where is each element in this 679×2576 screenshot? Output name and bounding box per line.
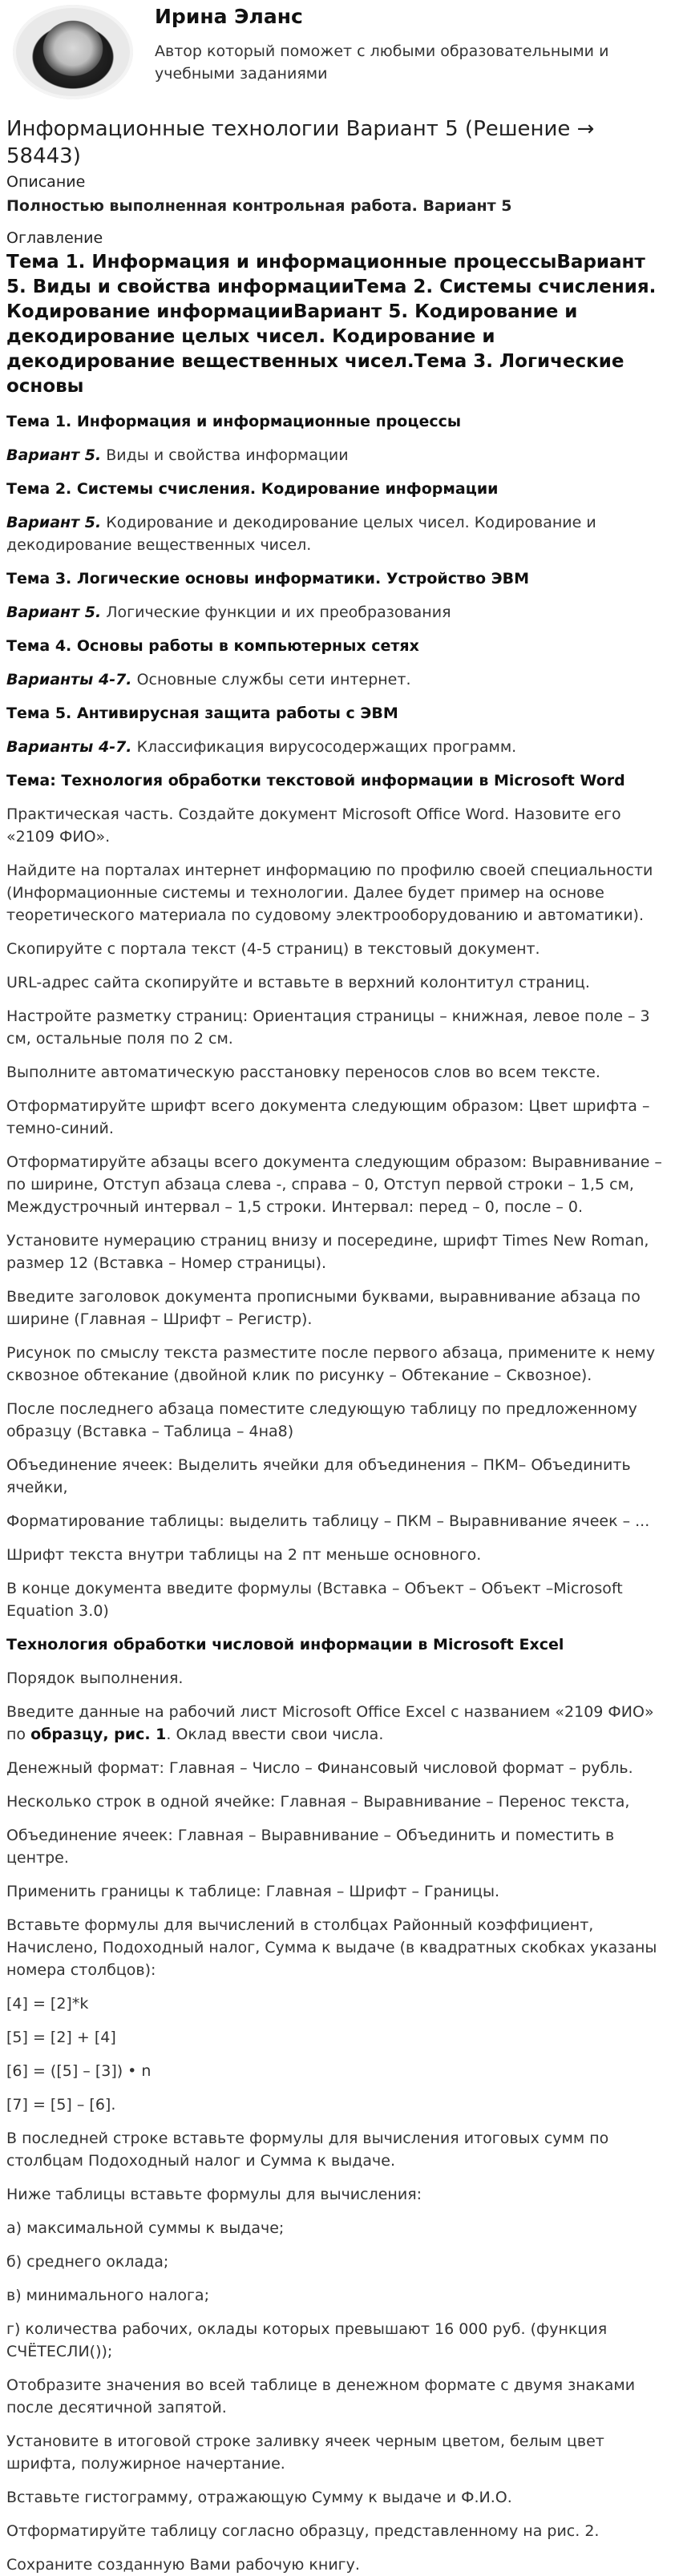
list-item: в) минимального налога; [6, 2287, 209, 2304]
word-paragraph: Найдите на порталах интернет информацию по профилю своей специальности (Информационные системы и технологии. Далее будет пример на основе теоретического материала по судовому электрооборудованию и автоматики). [6, 862, 653, 924]
topic-variant [6, 736, 663, 758]
excel-section-heading: Технология обработки числовой информации в Microsoft Excel [6, 1636, 564, 1653]
excel-paragraph: Ниже таблицы вставьте формулы для вычисления: [6, 2186, 422, 2203]
variant-label: Варианты 4-7. [6, 738, 132, 756]
variant-label: Вариант 5. [6, 604, 102, 621]
variant-text: Логические функции и их преобразования [101, 604, 451, 621]
topic-heading: Тема 2. Системы счисления. Кодирование информации [6, 480, 499, 498]
word-section [6, 769, 663, 1622]
topic-heading: Тема 4. Основы работы в компьютерных сетях [6, 637, 419, 655]
variant-label: Вариант 5. [6, 446, 102, 464]
word-paragraph: Отформатируйте шрифт всего документа следующим образом: Цвет шрифта – темно-синий. [6, 1097, 650, 1137]
description-text: Полностью выполненная контрольная работа. Вариант 5 [6, 197, 512, 215]
page-title: Информационные технологии Вариант 5 (Решение → 58443) [6, 117, 595, 168]
toc-text: Тема 1. Информация и информационные процессыВариант 5. Виды и свойства информацииТема 2. Системы счисления. Кодирование информацииВариант 5. Кодирование и декодирование целых чисел. Кодирование и декодирование вещественных чисел.Тема 3. Логические основы [6, 252, 657, 397]
word-paragraph: Практическая часть. Создайте документ Microsoft Office Word. Назовите его «2109 ФИО». [6, 806, 621, 846]
list-item: г) количества рабочих, оклады которых превышают 16 000 руб. (функция СЧЁТЕСЛИ()); [6, 2320, 608, 2360]
word-paragraph: Шрифт текста внутри таблицы на 2 пт меньше основного. [6, 1546, 482, 1564]
variant-label: Варианты 4-7. [6, 671, 132, 688]
topic-heading: Тема 1. Информация и информационные процессы [6, 413, 462, 430]
description-label: Описание [6, 173, 86, 191]
list-item: б) среднего оклада; [6, 2253, 169, 2271]
topic-heading: Тема 5. Антивирусная защита работы с ЭВМ [6, 705, 398, 722]
excel-paragraph: Несколько строк в одной ячейке: Главная – Выравнивание – Перенос текста, [6, 1793, 630, 1811]
excel-paragraph: Объединение ячеек: Главная – Выравнивание – Объединить и поместить в центре. [6, 1827, 615, 1867]
variant-text: Классификация вирусосодержащих программ. [131, 738, 517, 756]
formula-line: [6] = ([5] – [3]) • n [6, 2062, 152, 2080]
word-paragraph: Объединение ячеек: Выделить ячейки для объединения – ПКМ– Объединить ячейки, [6, 1456, 631, 1496]
formula-line: [5] = [2] + [4] [6, 2029, 116, 2046]
excel-paragraph: Вставьте гистограмму, отражающую Сумму к выдаче и Ф.И.О. [6, 2489, 512, 2506]
word-paragraph: Скопируйте с портала текст (4-5 страниц) в текстовый документ. [6, 940, 540, 958]
excel-paragraph: Вставьте формулы для вычислений в столбцах Районный коэффициент, Начислено, Подоходный налог, Сумма к выдаче (в квадратных скобках указаны номера столбцов): [6, 1916, 657, 1979]
topic-variant [6, 601, 663, 624]
word-paragraph: В конце документа введите формулы (Вставка – Объект – Объект –Microsoft Equation 3.0) [6, 1580, 623, 1620]
word-section-heading: Тема: Технология обработки текстовой информации в Microsoft Word [6, 772, 625, 789]
word-paragraph: Отформатируйте абзацы всего документа следующим образом: Выравнивание – по ширине, Отступ абзаца слева -, справа – 0, Отступ первой строки – 1,5 см, Междустрочный интервал – 1,5 строки. Интервал: перед – 0, после – 0. [6, 1153, 662, 1216]
excel-paragraph: Применить границы к таблице: Главная – Шрифт – Границы. [6, 1883, 500, 1900]
excel-paragraph: Денежный формат: Главная – Число – Финансовый числовой формат – рубль. [6, 1759, 633, 1777]
word-paragraph: Установите нумерацию страниц внизу и посередине, шрифт Times New Roman, размер 12 (Вставка – Номер страницы). [6, 1232, 649, 1272]
formula-line: [7] = [5] – [6]. [6, 2096, 116, 2114]
excel-intro-before: Введите данные на рабочий лист Microsoft Office Excel с названием «2109 ФИО» по [6, 1703, 654, 1743]
author-header [6, 0, 663, 112]
excel-intro [6, 1701, 663, 1746]
word-paragraph: Настройте разметку страниц: Ориентация страницы – книжная, левое поле – 3 см, остальные поля по 2 см. [6, 1007, 650, 1048]
excel-paragraph: В последней строке вставьте формулы для вычисления итоговых сумм по столбцам Подоходный налог и Сумма к выдаче. [6, 2130, 609, 2170]
excel-paragraph: Отформатируйте таблицу согласно образцу, представленному на рис. 2. [6, 2522, 600, 2540]
word-paragraph: Форматирование таблицы: выделить таблицу – ПКМ – Выравнивание ячеек – ... [6, 1512, 650, 1530]
topic-variant [6, 511, 663, 556]
topics-list [6, 410, 663, 758]
formula-line: [4] = [2]*k [6, 1995, 89, 2013]
list-item: а) максимальной суммы к выдаче; [6, 2219, 285, 2237]
word-paragraph: Рисунок по смыслу текста разместите после первого абзаца, примените к нему сквозное обтекание (двойной клик по рисунку – Обтекание – Сквозное). [6, 1344, 656, 1384]
excel-order-label: Порядок выполнения. [6, 1670, 184, 1687]
excel-intro-bold: образцу, рис. 1 [30, 1726, 167, 1743]
variant-label: Вариант 5. [6, 514, 102, 531]
author-description: Автор который поможет с любыми образовательными и учебными заданиями [155, 42, 609, 83]
avatar[interactable] [13, 5, 133, 99]
variant-text: Основные службы сети интернет. [131, 671, 411, 688]
excel-section [6, 1633, 663, 2576]
word-paragraph: URL-адрес сайта скопируйте и вставьте в верхний колонтитул страниц. [6, 974, 590, 991]
variant-text: Кодирование и декодирование целых чисел. Кодирование и декодирование вещественных чисел. [6, 514, 596, 554]
author-name[interactable]: Ирина Эланс [155, 5, 303, 28]
toc-label: Оглавление [6, 229, 103, 247]
excel-paragraph: Сохраните созданную Вами рабочую книгу. [6, 2556, 360, 2574]
variant-text: Виды и свойства информации [101, 446, 349, 464]
word-paragraph: Выполните автоматическую расстановку переносов слов во всем тексте. [6, 1064, 600, 1081]
topic-variant [6, 444, 663, 466]
excel-intro-after: . Оклад ввести свои числа. [166, 1726, 384, 1743]
word-paragraph: После последнего абзаца поместите следующую таблицу по предложенному образцу (Вставка – Таблица – 4на8) [6, 1400, 637, 1440]
word-paragraph: Введите заголовок документа прописными буквами, выравнивание абзаца по ширине (Главная – Шрифт – Регистр). [6, 1288, 641, 1328]
topic-heading: Тема 3. Логические основы информатики. Устройство ЭВМ [6, 570, 530, 587]
excel-paragraph: Отобразите значения во всей таблице в денежном формате с двумя знаками после десятичной запятой. [6, 2376, 636, 2417]
topic-variant [6, 668, 663, 691]
excel-paragraph: Установите в итоговой строке заливку ячеек черным цветом, белым цвет шрифта, полужирное начертание. [6, 2433, 604, 2473]
